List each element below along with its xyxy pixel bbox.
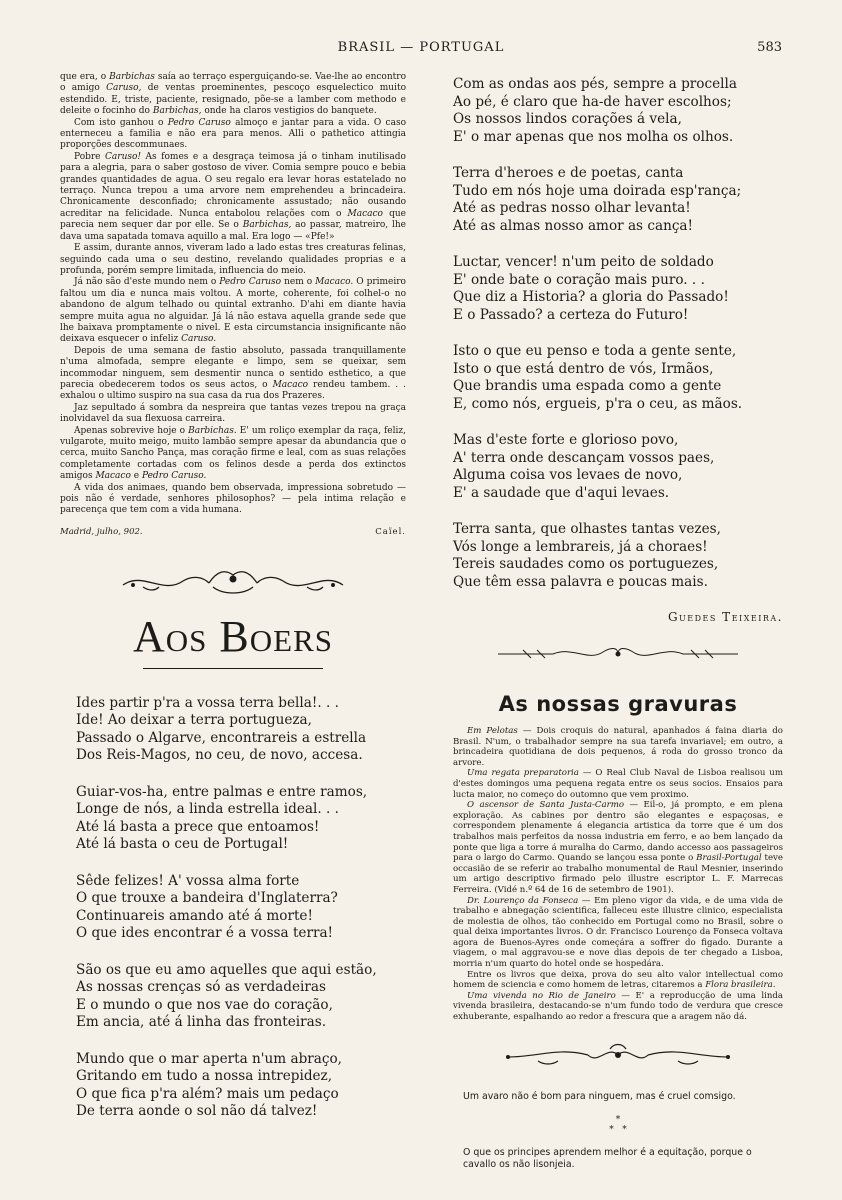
text-run: Jaz sepultado á sombra da nespreira que tantas vezes trepou na graça inolvidavel da sua flexuosa carreira. [60,402,406,425]
text-run: — E' a reproducção de uma linda vivenda brasileira, destacando-se n'um fundo todo de verdura que cresce exhuberante, espalhando ao redor a frescura que a aragem não dá. [453,990,783,1023]
poem-title: Aos Boers [133,611,333,661]
verse-line: O que ides encontrar é a vossa terra! [76,925,334,942]
stanza [453,432,783,502]
text-run: As fomes e a desgraça teimosa já o tinham inutilisado para a alegria, para o saber gostoso de viver. Comia sempre pouco e bebia grandes quantidades de agua. O seu regalo era levar horas estatelado no terraço. Nunca trepou a uma arvore nem emprehendeu a brincadeira. Chronicamente desconfiado; chronicamente assustado; não ousando acreditar na felicidade. Nunca entabolou relações com o [60,151,406,219]
text-run: nem o [281,277,316,288]
italic-text: Flora brasileira. [705,980,776,991]
italic-text: Em Pelotas [467,726,518,736]
asterisk-divider-top: * [615,1114,621,1125]
text-run: onde ha claros vestigios do banquete. [201,106,377,117]
verse-line: Longe de nós, a linda estrella ideal. . . [76,801,339,818]
text-run: A vida dos animaes, quando bem observada, impressiona sobretudo — pois não é verdade, senhores philosophos? — pela intima relação e parecença que tem com a vida humana. [60,482,406,516]
stanza [453,165,783,235]
verse-line: Guiar-vos-ha, entre palmas e entre ramos, [76,783,368,800]
verse-line: Que brandis uma espada como a gente [453,378,722,394]
verse-line: E' a saudade que d'aqui levaes. [453,484,670,501]
verse-line: E, como nós, ergueis, p'ra o ceu, as mãos. [453,395,743,412]
paragraph [453,768,783,800]
italic-text: Uma vivenda no Rio de Janeiro [467,990,616,1001]
verse-line: Tudo em nós hoje uma doirada esp'rança; [453,182,742,199]
text-run: E assim, durante annos, viveram lado a lado estas tres creaturas felinas, seguindo cada uma o seu destino, revelando qualidades proprias e a profunda, porém sempre limitada, influencia do meio. [60,243,406,276]
italic-text: Barbichas, [242,220,292,231]
left-column [60,72,406,1140]
right-column [453,72,783,1171]
italic-text: Pedro Caruso. [141,471,207,482]
verse-line: O que fica p'ra além? mais um pedaço [76,1085,339,1102]
saying-first: Um avaro não é bom para ninguem, mas é cruel comsigo. [463,1090,736,1102]
verse-line: Ides partir p'ra a vossa terra bella!. . . [76,694,339,711]
tailpiece-ornament-icon [498,1041,738,1071]
verse-line: Terra santa, que olhastes tantas vezes, [453,521,721,537]
verse-line: Que diz a Historia? a gloria do Passado! [453,289,729,305]
poem-left-part [60,695,406,1121]
stanza [76,873,406,943]
italic-text: Dr. Lourenço da Fonseca [467,895,579,906]
verse-line: Ao pé, é claro que ha-de haver escolhos; [453,93,732,110]
text-run: que parecia nem sequer dar por elle. Se o [60,208,406,231]
text-run: Entre os livros que deixa, prova do seu alto valor intellectual como homem de sciencia e como homem de letras, citaremos a [453,969,783,991]
verse-line: Ide! Ao deixar a terra portugueza, [76,712,312,729]
verse-line: E o mundo o que nos vae do coração, [76,996,333,1013]
poem-right-part [453,76,783,591]
title-rule [143,668,323,669]
text-run: — Dois croquis do natural, apanhados á faina diaria do Brasil. N'um, o trabalhador sempre na sua tarefa invariavel; em outro, a brincadeira quotidiana de dois pequenos, á roda do grosso tronco da arvore. [453,726,783,768]
saying-second: O que os principes aprendem melhor é a equitação, porque o cavallo os não lisonjeia. [463,1146,752,1170]
verse-line: Até as almas nosso amor as cança! [453,217,694,234]
italic-text: Brasil-Portugal [696,853,762,864]
stanza [453,343,783,413]
verse-line: São os que eu amo aquelles que aqui estão, [76,961,377,978]
italic-text: O ascensor de Santa Justa-Carmo [467,800,625,811]
text-run: rendeu tambem. . . exhalou o ultimo suspiro na sua casa da rua dos Prazeres. [60,379,406,402]
verse-line: E' o mar apenas que nos molha os olhos. [453,128,734,145]
italic-text: Barbichas. [188,425,237,436]
text-run: Apenas sobrevive hoje o [74,425,189,436]
italic-text: Uma regata preparatoria [467,768,579,779]
verse-line: Em ancia, até á linha das fronteiras. [76,1014,327,1031]
paragraph [60,346,406,403]
story-author: Caïel. [375,526,406,537]
verse-line: Vós longe a lembrareis, já a choraes! [453,538,708,555]
verse-line: O que trouxe a bandeira d'Inglaterra? [76,890,338,907]
paragraph [60,277,406,345]
text-run: Depois de uma semana de fastio absoluto, passada tranquillamente n'uma almofada, sempre elegante e limpo, sem se queixar, sem incommodar ninguem, sem desmentir nunca o sentido esthetico, a que parecia obedecerem todos os seus actos, o [60,345,406,390]
running-title: BRASIL — PORTUGAL [337,40,505,55]
page-number: 583 [757,40,782,55]
verse-line: Até lá basta o ceu de Portugal! [76,836,289,853]
verse-line: Dos Reis-Magos, no ceu, de novo, accesa. [76,747,363,764]
text-run: — Em pleno vigor da vida, e de uma vida de trabalho e abnegação scientifica, falleceu este illustre clinico, especialista de molestia de olhos, tão conhecido em Portugal como no Brasil, sobre o qual deixa importantes livros. O dr. Francisco Lourenço da Fonseca voltava agora de Buenos-Ayres onde começára a soffrer do figado. Durante a viagem, o mal aggravou-se e nove dias depois de ter chegado a Lisboa, morria n'um quarto do hotel onde se hospedára. [453,895,784,970]
text-run: saía ao terraço esperguiçando-se. Vae-lhe ao encontro o amigo [60,72,406,94]
verse-line: Mas d'este forte e glorioso povo, [453,432,679,448]
paragraph [453,970,783,991]
text-run: Já não são d'este mundo nem o [74,277,220,288]
section-title: As nossas gravuras [498,692,738,716]
verse-line: As nossas crenças só as verdadeiras [76,979,326,996]
stanza [76,784,406,854]
verse-line: Sêde felizes! A' vossa alma forte [76,872,300,889]
verse-line: E' onde bate o coração mais puro. . . [453,271,705,288]
verse-line: E o Passado? a certeza do Futuro! [453,306,689,323]
poem-author: Guedes Teixeira. [667,610,783,624]
verse-line: Os nossos lindos corações á vela, [453,111,682,127]
story-text [60,72,406,517]
verse-line: Até lá basta a prece que entoamos! [76,818,320,835]
verse-line: Com as ondas aos pés, sempre a procella [453,76,737,92]
stanza [453,76,783,146]
italic-text: Caruso, [106,83,142,94]
verse-line: De terra aonde o sol não dá talvez! [76,1103,318,1120]
italic-text: Pedro Caruso [167,117,231,128]
paragraph [60,483,406,517]
text-run: E' um roliço exemplar da raça, feliz, vulgarote, muito meigo, muito lambão sempre apesar da abundancia que o cerca, muito Sancho Pança, mas coração firme e leal, com as suas relações completamente cortadas com os felinos desde a perda dos extinctos amigos [60,425,406,482]
paragraph [453,896,783,970]
stanza [76,962,406,1032]
text-run: e [130,471,142,482]
text-run: que era, o [60,72,110,82]
verse-line: Até as pedras nosso olhar levanta! [453,200,691,216]
text-run: almoço e jantar para a vida. O caso enterneceu a familia e não era para menos. Alli o pathetico attingia proporções descommunaes. [60,117,406,151]
verse-line: Isto o que está dentro de vós, Irmãos, [453,360,714,377]
italic-text: Macaco. [315,277,354,288]
verse-line: Continuareis amando até á morte! [76,907,313,924]
paragraph [60,403,406,426]
text-run: Pobre [74,151,106,162]
paragraph [60,72,406,118]
flourish-ornament-icon [113,565,353,599]
verse-line: Que têm essa palavra e poucas mais. [453,573,708,590]
verse-line: Isto o que eu penso e toda a gente sente, [453,343,737,359]
text-run: de ventas proeminentes, pescoço esquelectico muito estendido. E, triste, paciente, resignado, põe-se a lamber com methodo e deleite o focinho do [60,83,406,117]
page-header [60,40,782,62]
italic-text: Caruso. [181,334,217,345]
italic-text: Barbichas, [152,106,202,117]
text-run: Com isto ganhou o [74,117,168,128]
text-run: O primeiro faltou um dia e nunca mais voltou. A morte, coherente, foi colhel-o no abandono de algum telhado ou quintal extranho. D'ahi em diante havia sempre muita agua no alguidar. Já lá não estava aquella grande sede que lhe baixava promptamente o nivel. E esta circumstancia insignificante não deixava esquecer o infeliz [60,277,406,345]
asterisk-divider-bottom: * * [609,1124,627,1135]
italic-text: Macaco [347,208,383,219]
verse-line: Gritando em tudo a nossa intrepidez, [76,1068,333,1085]
italic-text: Caruso! [105,151,142,162]
story-signature [60,527,406,541]
italic-text: Macaco [272,379,309,390]
paragraph [453,800,783,895]
story-date: Madrid, julho, 902. [60,526,143,537]
text-run: ao passar, matreiro, lhe dava uma sapatada tomava aquillo a mal. Era logo — «Pfe!» [60,220,406,242]
verse-line: Terra d'heroes e de poetas, canta [453,165,684,181]
stanza [453,254,783,324]
paragraph [453,991,783,1023]
gravuras-text [453,726,783,1023]
italic-text: Pedro Caruso [219,277,282,288]
text-run: teve occasião de se referir ao trabalho monumental de Raul Mesnier, inserindo um artigo descriptivo firmado pelo illustre escriptor L. F. Marrecas Ferreira. (Vidé n.º 64 de 16 de setembro de 1901). [453,853,783,895]
verse-line: Alguma coisa vos levaes de novo, [453,467,683,483]
stanza [453,521,783,591]
verse-line: Luctar, vencer! n'um peito de soldado [453,254,714,270]
verse-line: Mundo que o mar aperta n'um abraço, [76,1050,343,1067]
stanza [76,1051,406,1121]
paragraph [60,118,406,152]
text-run: — Eil-o, já prompto, e em plena exploração. As cabines por dentro são elegantes e espaçosas, e correspondem plenamente á elegancia artistica da torre que é um dos trabalhos mais perfeitos da nossa industria em ferro, e ao bem lançado da ponte que liga a torre á muralha do Carmo, dando accesso aos passageiros para o largo do Carmo. Quando se lançou essa ponte o [453,800,783,864]
paragraph [60,243,406,277]
italic-text: Barbichas [109,72,155,82]
text-run: — O Real Club Naval de Lisboa realisou um d'estes domingos uma pequena regata entre os seus socios. Ensaios para lucta maior, no começo do outomno que vem proximo. [453,768,783,800]
italic-text: Macaco [95,471,131,482]
verse-line: Tereis saudades como os portuguezes, [453,556,719,572]
verse-line: A' terra onde descançam vossos paes, [453,449,715,466]
paragraph [453,726,783,768]
paragraph [60,426,406,483]
verse-line: Passado o Algarve, encontrareis a estrella [76,729,367,746]
stanza [76,695,406,765]
paragraph [60,152,406,243]
divider-ornament-icon [493,644,743,664]
